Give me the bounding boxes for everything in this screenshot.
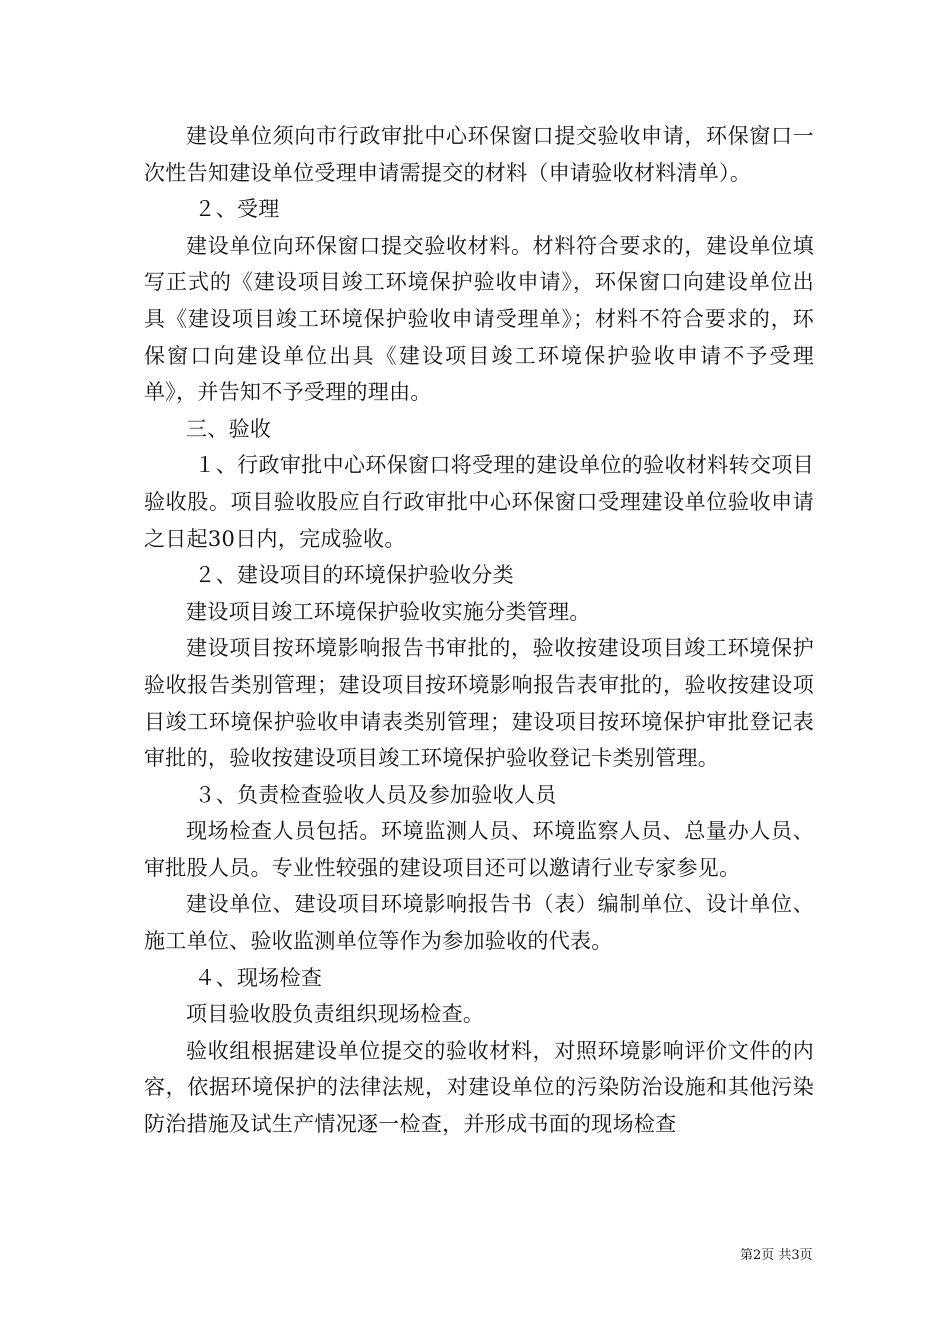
document-body bbox=[144, 118, 814, 1143]
paragraph-site-inspection-detail: 验收组根据建设单位提交的验收材料，对照环境影响评价文件的内容，依据环境保护的法律法规，对建设单位的污染防治设施和其他污染防治措施及试生产情况逐一检查，并形成书面的现场检查 bbox=[144, 1038, 814, 1137]
heading-acceptance: ２、受理 bbox=[194, 197, 280, 222]
heading-classification: ２、建设项目的环境保护验收分类 bbox=[194, 563, 514, 588]
heading-section-three: 三、验收 bbox=[186, 416, 272, 441]
paragraph-classification-intro: 建设项目竣工环境保护验收实施分类管理。 bbox=[186, 599, 591, 624]
paragraph-transfer-materials: １、行政审批中心环保窗口将受理的建设单位的验收材料转交项目验收股。项目验收股应自行政审批中心环保窗口受理建设单位验收申请之日起30日内，完成验收。 bbox=[144, 453, 814, 551]
paragraph-classification-detail: 建设项目按环境影响报告书审批的，验收按建设项目竣工环境保护验收报告类别管理；建设项目按环境影响报告表审批的，验收按建设项目竣工环境保护验收申请表类别管理；建设项目按环境保护审批登记表审批的，验收按建设项目竣工环境保护验收登记卡类别管理。 bbox=[144, 636, 814, 771]
paragraph-participants: 建设单位、建设项目环境影响报告书（表）编制单位、设计单位、施工单位、验收监测单位等作为参加验收的代表。 bbox=[144, 892, 814, 954]
heading-inspection-personnel: ３、负责检查验收人员及参加验收人员 bbox=[194, 782, 557, 807]
paragraph-submit-application: 建设单位须向市行政审批中心环保窗口提交验收申请，环保窗口一次性告知建设单位受理申请需提交的材料（申请验收材料清单）。 bbox=[144, 124, 814, 185]
page-number: 第2页 共3页 bbox=[740, 1248, 813, 1263]
paragraph-acceptance: 建设单位向环保窗口提交验收材料。材料符合要求的，建设单位填写正式的《建设项目竣工环境保护验收申请》，环保窗口向建设单位出具《建设项目竣工环境保护验收申请受理单》；材料不符合要求的，环保窗口向建设单位出具《建设项目竣工环境保护验收申请不予受理单》，并告知不予受理的理由。 bbox=[144, 233, 814, 405]
heading-site-inspection: ４、现场检查 bbox=[194, 965, 323, 990]
paragraph-site-inspection-organizer: 项目验收股负责组织现场检查。 bbox=[186, 1002, 485, 1027]
paragraph-inspection-personnel: 现场检查人员包括。环境监测人员、环境监察人员、总量办人员、审批股人员。专业性较强的建设项目还可以邀请行业专家参见。 bbox=[144, 819, 814, 880]
